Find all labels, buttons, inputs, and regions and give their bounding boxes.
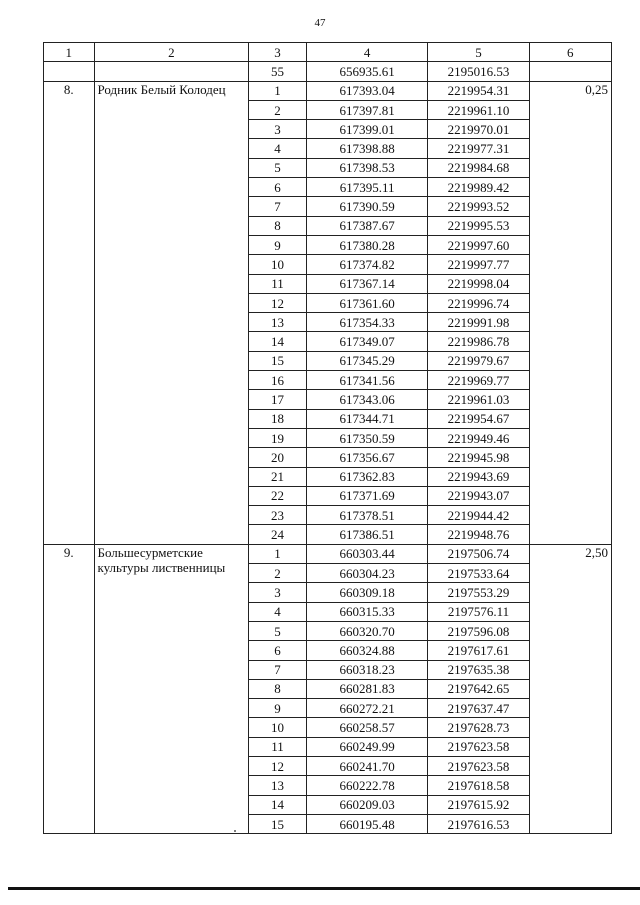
coord-y: 2219961.03 — [428, 390, 529, 409]
coord-y: 2219970.01 — [428, 120, 529, 139]
coord-x: 660304.23 — [306, 564, 428, 583]
coord-x: 617341.56 — [306, 371, 428, 390]
coord-x: 617398.53 — [306, 158, 428, 177]
point-index: 8 — [249, 679, 307, 698]
coord-y: 2219943.07 — [428, 486, 529, 505]
coord-y: 2197618.58 — [428, 776, 529, 795]
coord-x: 660209.03 — [306, 795, 428, 814]
coord-x: 617344.71 — [306, 409, 428, 428]
coord-x: 617397.81 — [306, 100, 428, 119]
coord-x: 617371.69 — [306, 486, 428, 505]
coord-y: 2219993.52 — [428, 197, 529, 216]
coord-x: 617362.83 — [306, 467, 428, 486]
coord-x: 660318.23 — [306, 660, 428, 679]
coord-y: 2219998.04 — [428, 274, 529, 293]
point-index: 3 — [249, 120, 307, 139]
object-name: Родник Белый Колодец — [94, 81, 249, 544]
coord-y: 2197615.92 — [428, 795, 529, 814]
coord-y: 2197616.53 — [428, 814, 529, 833]
coord-y: 2219997.77 — [428, 255, 529, 274]
point-index: 23 — [249, 506, 307, 525]
coord-x: 617386.51 — [306, 525, 428, 544]
coord-y: 2197596.08 — [428, 621, 529, 640]
coord-x: 617361.60 — [306, 293, 428, 312]
coord-x: 660281.83 — [306, 679, 428, 698]
coord-y: 2197506.74 — [428, 544, 529, 563]
point-index: 10 — [249, 718, 307, 737]
coord-y: 2197617.61 — [428, 641, 529, 660]
header-col-4: 4 — [306, 43, 428, 62]
coord-x: 617378.51 — [306, 506, 428, 525]
coord-y: 2219996.74 — [428, 293, 529, 312]
coord-x: 617380.28 — [306, 235, 428, 254]
coord-y: 2195016.53 — [428, 62, 529, 81]
object-name: Большесурметские культуры лиственницы — [94, 544, 249, 833]
coord-x: 617345.29 — [306, 351, 428, 370]
point-index: 9 — [249, 699, 307, 718]
coord-y: 2219977.31 — [428, 139, 529, 158]
coord-x: 660272.21 — [306, 699, 428, 718]
point-index: 3 — [249, 583, 307, 602]
point-index: 5 — [249, 158, 307, 177]
coord-y: 2219948.76 — [428, 525, 529, 544]
header-col-3: 3 — [249, 43, 307, 62]
coord-x: 660309.18 — [306, 583, 428, 602]
coord-y: 2197576.11 — [428, 602, 529, 621]
point-index: 12 — [249, 756, 307, 775]
coord-x: 617356.67 — [306, 448, 428, 467]
coord-x: 660320.70 — [306, 621, 428, 640]
point-index: 5 — [249, 621, 307, 640]
point-index: 15 — [249, 814, 307, 833]
object-area: 0,25 — [529, 81, 612, 544]
coord-y: 2219954.31 — [428, 81, 529, 100]
coord-x: 660324.88 — [306, 641, 428, 660]
coord-y: 2219979.67 — [428, 351, 529, 370]
coordinates-table — [43, 42, 612, 834]
continuation-empty-2 — [94, 62, 249, 81]
coord-y: 2197642.65 — [428, 679, 529, 698]
coord-y: 2197635.38 — [428, 660, 529, 679]
coord-x: 660303.44 — [306, 544, 428, 563]
point-index: 11 — [249, 737, 307, 756]
coord-y: 2219954.67 — [428, 409, 529, 428]
coord-x: 617390.59 — [306, 197, 428, 216]
coord-x: 617354.33 — [306, 313, 428, 332]
coord-x: 617399.01 — [306, 120, 428, 139]
coord-x: 617367.14 — [306, 274, 428, 293]
header-col-6: 6 — [529, 43, 612, 62]
point-index: 7 — [249, 197, 307, 216]
header-col-5: 5 — [428, 43, 529, 62]
coord-y: 2197623.58 — [428, 756, 529, 775]
table-header — [44, 43, 612, 62]
table-body — [44, 62, 612, 834]
header-col-2: 2 — [94, 43, 249, 62]
point-index: 4 — [249, 139, 307, 158]
point-index: 4 — [249, 602, 307, 621]
point-index: 6 — [249, 178, 307, 197]
point-index: 1 — [249, 544, 307, 563]
coord-x: 660258.57 — [306, 718, 428, 737]
point-index: 2 — [249, 100, 307, 119]
coord-x: 617393.04 — [306, 81, 428, 100]
coord-y: 2219969.77 — [428, 371, 529, 390]
table-row — [44, 81, 612, 100]
coord-x: 660315.33 — [306, 602, 428, 621]
point-index: 11 — [249, 274, 307, 293]
point-index: 15 — [249, 351, 307, 370]
point-index: 14 — [249, 795, 307, 814]
point-index: 18 — [249, 409, 307, 428]
point-index: 16 — [249, 371, 307, 390]
point-index: 12 — [249, 293, 307, 312]
coord-y: 2219945.98 — [428, 448, 529, 467]
continuation-row — [44, 62, 612, 81]
point-index: 2 — [249, 564, 307, 583]
object-number: 8. — [44, 81, 95, 544]
point-index: 22 — [249, 486, 307, 505]
coord-y: 2219984.68 — [428, 158, 529, 177]
object-area: 2,50 — [529, 544, 612, 833]
continuation-empty-6 — [529, 62, 612, 81]
coord-y: 2219944.42 — [428, 506, 529, 525]
coord-x: 660249.99 — [306, 737, 428, 756]
point-index: 24 — [249, 525, 307, 544]
point-index: 9 — [249, 235, 307, 254]
point-index: 17 — [249, 390, 307, 409]
coord-y: 2197623.58 — [428, 737, 529, 756]
coord-y: 2219995.53 — [428, 216, 529, 235]
coord-x: 617398.88 — [306, 139, 428, 158]
bottom-rule — [8, 887, 640, 890]
coord-y: 2219991.98 — [428, 313, 529, 332]
table-row — [44, 544, 612, 563]
coord-y: 2197533.64 — [428, 564, 529, 583]
scan-speck — [234, 830, 236, 832]
coord-x: 617387.67 — [306, 216, 428, 235]
coord-y: 2219989.42 — [428, 178, 529, 197]
point-index: 20 — [249, 448, 307, 467]
coord-y: 2219949.46 — [428, 428, 529, 447]
coord-x: 660241.70 — [306, 756, 428, 775]
point-index: 6 — [249, 641, 307, 660]
coord-x: 660222.78 — [306, 776, 428, 795]
coord-y: 2219961.10 — [428, 100, 529, 119]
point-index: 19 — [249, 428, 307, 447]
point-index: 55 — [249, 62, 307, 81]
coord-x: 617350.59 — [306, 428, 428, 447]
coord-y: 2219997.60 — [428, 235, 529, 254]
point-index: 14 — [249, 332, 307, 351]
object-number: 9. — [44, 544, 95, 833]
coord-y: 2219943.69 — [428, 467, 529, 486]
point-index: 13 — [249, 313, 307, 332]
point-index: 13 — [249, 776, 307, 795]
point-index: 8 — [249, 216, 307, 235]
coord-x: 660195.48 — [306, 814, 428, 833]
coord-y: 2219986.78 — [428, 332, 529, 351]
point-index: 1 — [249, 81, 307, 100]
page-number: 47 — [314, 17, 326, 29]
point-index: 7 — [249, 660, 307, 679]
coord-x: 617349.07 — [306, 332, 428, 351]
header-col-1: 1 — [44, 43, 95, 62]
header-row — [44, 43, 612, 62]
coord-x: 617374.82 — [306, 255, 428, 274]
point-index: 21 — [249, 467, 307, 486]
coord-x: 617343.06 — [306, 390, 428, 409]
coord-y: 2197628.73 — [428, 718, 529, 737]
coord-x: 617395.11 — [306, 178, 428, 197]
coord-y: 2197553.29 — [428, 583, 529, 602]
coord-x: 656935.61 — [306, 62, 428, 81]
continuation-empty-1 — [44, 62, 95, 81]
point-index: 10 — [249, 255, 307, 274]
coord-y: 2197637.47 — [428, 699, 529, 718]
